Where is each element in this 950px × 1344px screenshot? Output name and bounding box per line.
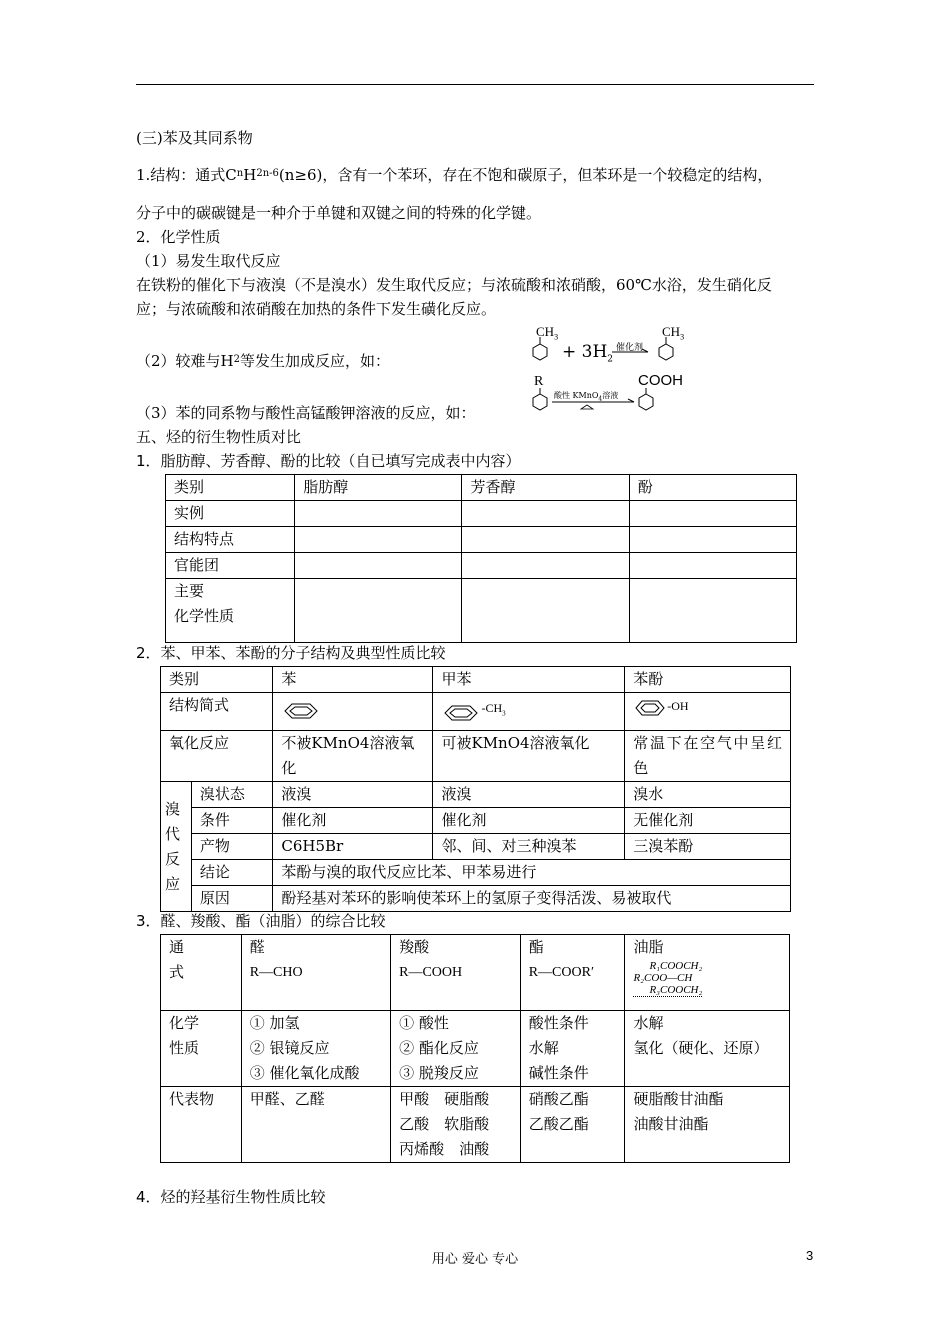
table2-cell: 无催化剂	[625, 808, 791, 834]
aldehyde-rep: 甲醛、乙醛	[241, 1087, 390, 1163]
substitution-text: 在铁粉的催化下与液溴（不是溴水）发生取代反应；与浓硫酸和浓硝酸，60℃水浴，发生硝化反	[136, 276, 772, 294]
acid-rep: 甲酸 硬脂酸 乙酸 软脂酸 丙烯酸 油酸	[391, 1087, 521, 1163]
carbonyl-comparison-table	[160, 934, 790, 1163]
chem-props-heading: 2．化学性质	[136, 228, 221, 246]
benzene-structure	[273, 693, 433, 731]
table1-title: 1．脂肪醇、芳香醇、酚的比较（自已填写完成表中内容）	[136, 452, 521, 470]
benzene-comparison-table	[160, 666, 791, 912]
table2-cell: 三溴苯酚	[625, 834, 791, 860]
benzene-ring-icon	[441, 703, 481, 723]
bromination-label: 溴 代 反 应	[161, 782, 192, 912]
table2-cell: 催化剂	[273, 808, 433, 834]
structure-paragraph: 1.结构：通式$C^nH^{2n-6}(n\ge 6)$，含有一个苯环，存在不饱和碳原子，但苯环是一个较稳定的结构，	[136, 166, 773, 184]
table1-row-label: 实例	[166, 501, 295, 527]
table1-header: 脂肪醇	[295, 475, 462, 501]
table2-header: 苯	[273, 667, 433, 693]
rxn1-catalyst: 催化剂	[616, 343, 644, 353]
table2-oxidation-cell: 不被KMnO4溶液氧化	[273, 731, 433, 782]
table2-sub-label: 原因	[191, 886, 273, 912]
table2-conclusion: 苯酚与溴的取代反应比苯、甲苯易进行	[273, 860, 791, 886]
oxidation-reaction	[522, 372, 722, 416]
section5-title: 五、烃的衍生物性质对比	[136, 428, 302, 446]
aldehyde-props: ① 加氢 ② 银镜反应 ③ 催化氧化成酸	[241, 1011, 390, 1087]
table2-header: 甲苯	[433, 667, 625, 693]
table2-cell: C6H5Br	[273, 834, 433, 860]
table2-header: 类别	[161, 667, 273, 693]
table2-sub-label: 结论	[191, 860, 273, 886]
page-footer: 用心 爱心 专心	[431, 1252, 519, 1267]
table1-row-label: 结构特点	[166, 527, 295, 553]
substitution-heading: （1）易发生取代反应	[136, 252, 281, 270]
benzene-ring-icon	[633, 698, 667, 718]
table2-cell: 邻、间、对三种溴苯	[433, 834, 625, 860]
table2-oxidation-cell: 常温下在空气中呈红色	[625, 731, 791, 782]
toluene-structure: $-CH_3$	[433, 693, 625, 731]
table1-header: 类别	[166, 475, 295, 501]
table2-reason: 酚羟基对苯环的影响使苯环上的氢原子变得活泼、易被取代	[273, 886, 791, 912]
fat-props: 水解 氢化（硬化、还原）	[625, 1011, 790, 1087]
table3-header-formula: 通 式	[161, 935, 242, 1011]
rxn2-reagent: 酸性 KMnO$_4$溶液	[554, 391, 619, 403]
fat-rep: 硬脂酸甘油酯 油酸甘油酯	[625, 1087, 790, 1163]
rxn2-left-group: R	[534, 374, 544, 389]
rxn1-reagent: + $3H_2$	[562, 342, 614, 365]
ester-props: 酸性条件 水解 碱性条件	[520, 1011, 625, 1087]
table3-chem-label: 化学 性质	[161, 1011, 242, 1087]
table1-row-label: 官能团	[166, 553, 295, 579]
table2-cell: 溴水	[625, 782, 791, 808]
table2-sub-label: 溴状态	[191, 782, 273, 808]
table2-oxidation-label: 氧化反应	[161, 731, 273, 782]
table2-header: 苯酚	[625, 667, 791, 693]
table3-title: 3．醛、羧酸、酯（油脂）的综合比较	[136, 912, 386, 930]
table2-oxidation-cell: 可被KMnO4溶液氧化	[433, 731, 625, 782]
table2-title: 2．苯、甲苯、苯酚的分子结构及典型性质比较	[136, 644, 446, 662]
rxn1-left-group: $CH_3$	[536, 324, 559, 342]
table1-header: 酚	[629, 475, 796, 501]
aldehyde-header: 醛 R—CHO	[241, 935, 390, 1011]
oxidation-heading: （3）苯的同系物与酸性高锰酸钾溶液的反应，如：	[136, 404, 476, 422]
benzene-ring-icon	[281, 701, 321, 721]
table2-sub-label: 条件	[191, 808, 273, 834]
rxn1-right-group: $CH_3$	[662, 324, 685, 342]
table2-cell: 液溴	[273, 782, 433, 808]
alcohol-phenol-table	[165, 474, 797, 643]
acid-header: 羧酸 R—COOH	[391, 935, 521, 1011]
fat-header: 油脂 R₁COOCH₂ R₂COO—CH R₃COOCH₂	[625, 935, 790, 1011]
table2-cell: 液溴	[433, 782, 625, 808]
substitution-text-cont: 应；与浓硫酸和浓硝酸在加热的条件下发生磺化反应。	[136, 300, 497, 318]
table1-row-label: 主要 化学性质	[166, 579, 295, 643]
table4-title: 4．烃的羟基衍生物性质比较	[136, 1188, 326, 1206]
hydrogenation-reaction	[520, 322, 720, 372]
rxn2-right-group: COOH	[638, 372, 683, 389]
table2-sub-label: 产物	[191, 834, 273, 860]
table1-header: 芳香醇	[462, 475, 629, 501]
addition-heading: （2）较难与$H^2$等发生加成反应，如：	[136, 352, 391, 370]
section-title: (三)苯及其同系物	[136, 129, 253, 147]
table2-struct-label: 结构简式	[161, 693, 273, 731]
acid-props: ① 酸性 ② 酯化反应 ③ 脱羧反应	[391, 1011, 521, 1087]
table2-cell: 催化剂	[433, 808, 625, 834]
ester-rep: 硝酸乙酯 乙酸乙酯	[520, 1087, 625, 1163]
page-number: 3	[806, 1248, 814, 1263]
phenol-structure: -OH	[625, 693, 791, 731]
structure-paragraph-cont: 分子中的碳碳键是一种介于单键和双键之间的特殊的化学键。	[136, 204, 542, 222]
table3-rep-label: 代表物	[161, 1087, 242, 1163]
ester-header: 酯 R—COOR′	[520, 935, 625, 1011]
oxidation-diagram	[522, 372, 722, 416]
header-rule	[136, 84, 814, 85]
